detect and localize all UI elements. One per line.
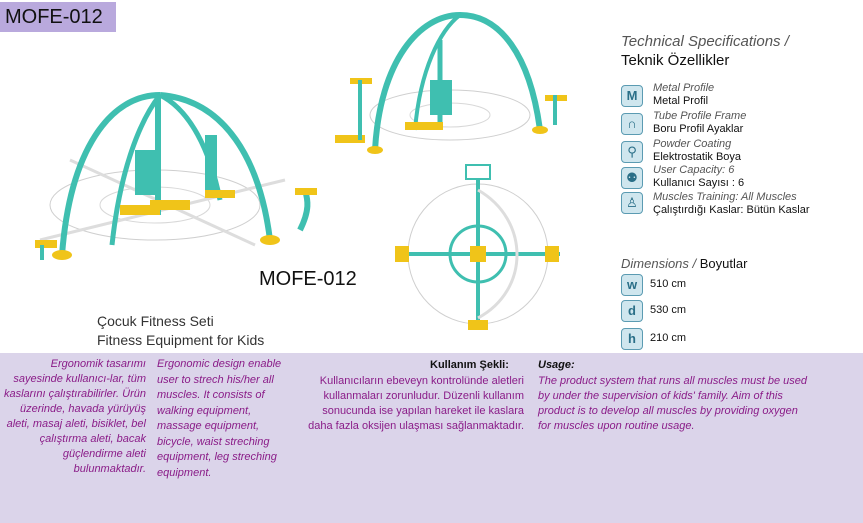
spec-heading-en: Technical Specifications / — [621, 33, 789, 50]
plan-view — [395, 165, 560, 330]
height-icon: h — [621, 328, 643, 350]
spec-label-tr: Çalıştırdığı Kaslar: Bütün Kaslar — [653, 204, 810, 216]
spec-label-en: Powder Coating — [653, 138, 732, 150]
equipment-illustrations — [0, 0, 610, 350]
usage-heading-tr: Kullanım Şekli: — [430, 359, 509, 371]
depth-icon: d — [621, 300, 643, 322]
metal-profile-icon: M — [621, 85, 643, 107]
muscles-training-icon: ♙ — [621, 192, 643, 214]
equipment-drawing — [0, 0, 610, 350]
spec-label-tr: Metal Profil — [653, 95, 709, 107]
spec-label-en: Muscles Training: All Muscles — [653, 191, 797, 203]
dimensions-heading-tr: Boyutlar — [699, 256, 748, 271]
product-title-en: Fitness Equipment for Kids — [97, 332, 265, 348]
width-icon: w — [621, 274, 643, 296]
tube-frame-icon: ∩ — [621, 113, 643, 135]
spec-heading-tr: Teknik Özellikler — [621, 52, 730, 69]
dimension-value: 510 cm — [650, 278, 687, 290]
spec-label-tr: Kullanıcı Sayısı : 6 — [653, 177, 745, 189]
left-perspective-view — [35, 95, 317, 260]
usage-text-tr: Kullanıcıların ebeveyn kontrolünde aletleri kullanmaları zorunludur. Düzenli kullanım sonucunda ise yapılan hareket ile kaslara daha fazla oksijen ulaşması sağlanmaktadır. — [308, 375, 524, 432]
spec-label-en: User Capacity: 6 — [653, 164, 735, 176]
dimension-value: 210 cm — [650, 332, 687, 344]
usage-text-en: The product system that runs all muscles must be used by under the supervision of kids' family. Aim of this product is to develop all muscles by providing oxygen for muscles upon routine usage. — [538, 375, 808, 432]
dimensions-heading — [621, 256, 747, 271]
spec-label-en: Tube Profile Frame — [653, 110, 747, 122]
product-title-tr: Çocuk Fitness Seti — [97, 313, 214, 329]
right-perspective-view — [335, 15, 567, 154]
powder-coating-icon: ⚲ — [621, 141, 643, 163]
dimensions-heading-en: Dimensions / — [621, 256, 700, 271]
model-tag: MOFE-012 — [0, 2, 116, 32]
product-code-label: MOFE-012 — [259, 268, 357, 290]
spec-label-tr: Boru Profil Ayaklar — [653, 123, 744, 135]
spec-label-tr: Elektrostatik Boya — [653, 151, 742, 163]
dimension-value: 530 cm — [650, 304, 687, 316]
description-tr: Ergonomik tasarımı sayesinde kullanıcı-lar, tüm kaslarını çalıştırabilirler. Ürün üzerinde, havada yürüyüş aleti, masaj aleti, bisiklet, bel çalıştırma aleti, bacak güçlendirme aleti bulunmaktadır. — [3, 358, 146, 475]
usage-heading-en: Usage: — [538, 359, 575, 371]
spec-label-en: Metal Profile — [653, 82, 715, 94]
user-capacity-icon: ⚉ — [621, 167, 643, 189]
description-en: Ergonomic design enable user to strech his/her all muscles. It consists of walking equipment, massage equipment, bicycle, waist streching equipment, leg streching equipment. — [157, 358, 282, 479]
